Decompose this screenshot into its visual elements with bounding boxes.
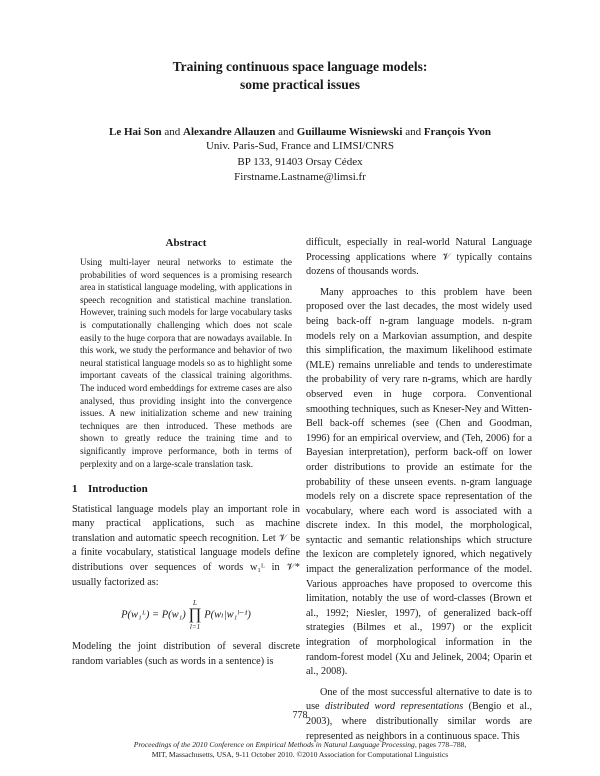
author-separator: and: [278, 126, 295, 138]
right-paragraph-1: difficult, especially in real-world Natural Language Processing applications where 𝒱 typically contains dozens of thousands words.: [306, 237, 532, 278]
footer-pages: , pages 778–788,: [414, 740, 467, 749]
author-4: François Yvon: [423, 126, 491, 138]
proceedings-footer: [0, 740, 600, 760]
product-operator: [188, 598, 201, 632]
abstract-text: Using multi-layer neural networks to estimate the probabilities of word sequences is a promising research area in statistical language modeling, with applications in speech recognition and statistical machine translation. However, training such models for large vocabulary tasks is computationally challenging which does not scale easily to the huge corpora that are nowadays available. In this work, we study the performance and behavior of two neural statistical language models so as to highlight some important caveats of the classical training algorithms. The induced word embeddings for extreme cases are also analysed, thus providing insight into the convergence issues. A new initialization scheme and new training techniques are then introduced. These methods are shown to greatly reduce the training time and to significantly improve performance, both in terms of perplexity and on a large-scale translation task.: [80, 257, 292, 469]
right-paragraph-3-start: One of the most successful alternative to date is to use: [306, 686, 532, 713]
right-paragraph-2: Many approaches to this problem have been proposed over the last decades, the most widely used being back-off n-gram language models. n-gram models rely on a Markovian assumption, and despite this simplification, the maximum likelihood estimate (MLE) remains unreliable and tends to underestimate the probability of very rare n-grams, which are hardly observed even in huge corpora. Conventional smoothing techniques, such as Kneser-Ney and Witten-Bell back-off schemes (see (Chen and Goodman, 1996) for an empirical overview, and (Teh, 2006) for a Bayesian interpretation), perform back-off on lower order distributions to provide an estimate for the probability of these unseen events. n-gram language models rely on a discrete space representation of the vocabulary, where each word is associated with a discrete index. In this model, the morphological, syntactic and semantic relationships which structure the lexicon are completely ignored, which negatively impact the generalization performance of the model. Various approaches have proposed to overcome this limitation, notably the use of word-classes (Brown et al., 1992; Niesler, 1997), of generalized back-off strategies (Bilmes et al., 1997) or the explicit integration of morphological information in the random-forest model (Xu and Jelinek, 2004; Oparin et al., 2008).: [306, 286, 532, 678]
product-upper-limit: L: [193, 599, 197, 608]
intro-paragraph-1: Statistical language models play an important role in many practical applications, such as machine translation and automatic speech recognition. Let 𝒱 be a finite vocabulary, statistical language models define distributions over sequences of words w₁ᴸ in 𝒱* usually factorized as:: [72, 503, 300, 588]
right-paragraph-3-end: (Bengio et al., 2003), where distributionally similar words are represented as neighbors in a continuous space. This: [306, 701, 532, 742]
section-number: 1: [72, 483, 78, 496]
section-title: Introduction: [88, 483, 148, 496]
author-3: Guillaume Wisniewski: [296, 126, 403, 138]
author-separator: and: [164, 126, 181, 138]
equation-factorization: [72, 598, 300, 632]
page-number: 778: [292, 710, 308, 721]
title-line-1: Training continuous space language models:: [172, 59, 428, 74]
product-symbol: ∏: [188, 606, 202, 624]
emphasis-term: distributed word representations: [325, 701, 464, 713]
affiliation-block: [0, 139, 600, 186]
footer-line-2: MIT, Massachusetts, USA, 9-11 October 2010. ©2010 Association for Computational Linguistics: [151, 750, 449, 759]
intro-paragraph-2: Modeling the joint distribution of several discrete random variables (such as words in a sentence) is: [72, 641, 300, 667]
title-line-2: some practical issues: [240, 77, 360, 92]
abstract-heading: Abstract: [165, 237, 207, 249]
footer-line-1: [0, 740, 600, 750]
footer-venue: Proceedings of the 2010 Conference on Empirical Methods in Natural Language Processing: [133, 740, 415, 749]
product-lower-limit: l=1: [189, 623, 201, 632]
author-separator: and: [405, 126, 422, 138]
affiliation-line: Univ. Paris-Sud, France and LIMSI/CNRS: [205, 140, 395, 152]
author-2: Alexandre Allauzen: [183, 126, 276, 138]
address-line: BP 133, 91403 Orsay Cédex: [237, 155, 363, 168]
equation-rhs: P(wₗ|w₁ˡ⁻¹): [204, 609, 251, 621]
left-column: [72, 236, 300, 675]
author-list: [0, 125, 600, 140]
author-1: Le Hai Son: [109, 126, 162, 138]
equation-lhs: P(w₁ᴸ) = P(w₁): [121, 609, 186, 621]
email-line: Firstname.Lastname@limsi.fr: [234, 171, 366, 183]
paper-title: [0, 58, 600, 94]
right-column: [306, 236, 532, 750]
section-heading-introduction: [72, 482, 300, 497]
